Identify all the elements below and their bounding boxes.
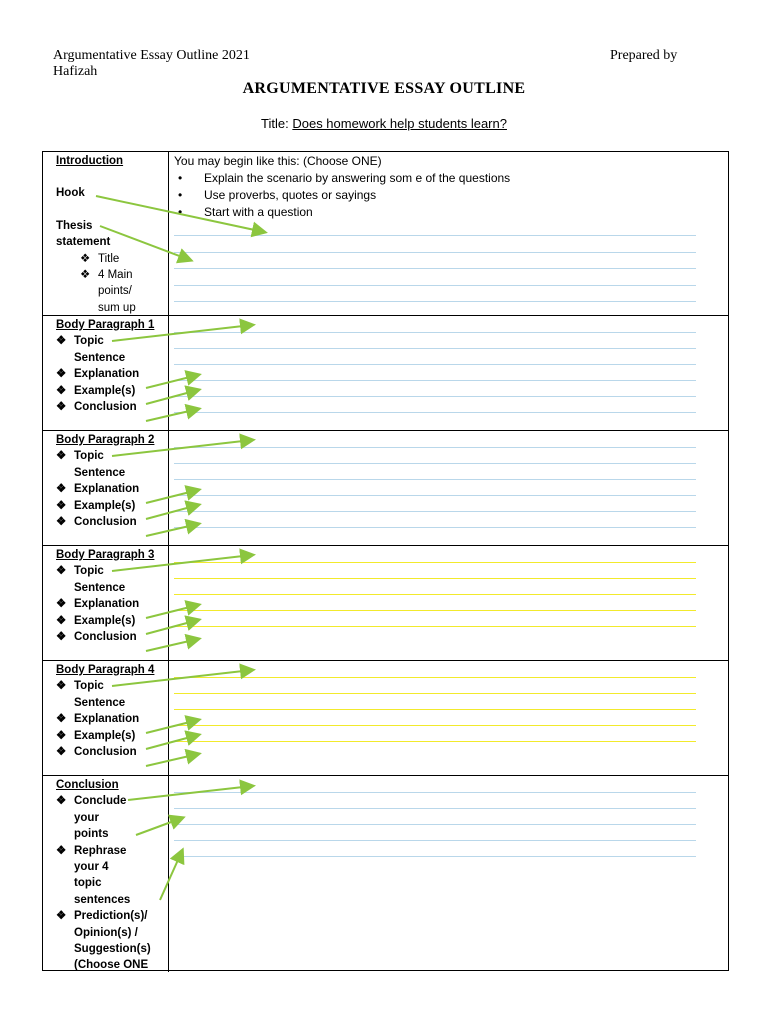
writing-line (174, 856, 696, 857)
writing-line (174, 348, 696, 349)
body-item: ❖ Conclusion (56, 516, 137, 529)
writing-line (174, 610, 696, 611)
writing-line (174, 364, 696, 365)
writing-line (174, 332, 696, 333)
conclusion-heading: Conclusion (56, 779, 119, 791)
writing-line (174, 235, 696, 236)
intro-bullet: ❖ Title (80, 252, 120, 265)
body-paragraph-2-row (43, 431, 728, 546)
body-item: ❖ Explanation (56, 598, 140, 611)
writing-line (174, 840, 696, 841)
writing-line (174, 412, 696, 413)
body-item: ❖ Example(s) (56, 384, 136, 397)
intro-bullet: ❖ 4 Main points/ sum up (80, 269, 136, 314)
intro-option: • Start with a question (178, 205, 313, 219)
hook-label: Hook (56, 187, 85, 200)
writing-line (174, 693, 696, 694)
writing-line (174, 792, 696, 793)
body-item: ❖ Explanation (56, 713, 140, 726)
body-paragraph-4-row (43, 661, 728, 776)
intro-option: • Explain the scenario by answering som e of the questions (178, 171, 511, 185)
writing-line (174, 495, 696, 496)
conclusion-item: ❖ Conclude your points (56, 795, 127, 841)
writing-line (174, 578, 696, 579)
introduction-heading: Introduction (56, 155, 124, 167)
writing-line (174, 380, 696, 381)
body-item: ❖ Example(s) (56, 499, 136, 512)
intro-prompt: You may begin like this: (Choose ONE) (174, 154, 382, 168)
header-left: Argumentative Essay Outline 2021 (53, 48, 250, 63)
writing-line (174, 527, 696, 528)
writing-line (174, 709, 696, 710)
introduction-row (43, 152, 728, 316)
writing-line (174, 725, 696, 726)
body-item: ❖ Topic Sentence (56, 565, 126, 594)
writing-line (174, 447, 696, 448)
body-item: ❖ Example(s) (56, 729, 136, 742)
body-paragraph-heading: Body Paragraph 4 (56, 664, 155, 676)
introduction-content (174, 153, 720, 221)
writing-line (174, 511, 696, 512)
writing-line (174, 396, 696, 397)
writing-line (174, 594, 696, 595)
essay-title-line (0, 116, 768, 131)
body-item: ❖ Topic Sentence (56, 450, 126, 479)
conclusion-row (43, 776, 728, 972)
body-item: ❖ Topic Sentence (56, 680, 126, 709)
writing-line (174, 741, 696, 742)
intro-option: • Use proverbs, quotes or sayings (178, 188, 377, 202)
writing-line (174, 562, 696, 563)
body-paragraph-heading: Body Paragraph 1 (56, 319, 155, 331)
writing-line (174, 626, 696, 627)
essay-title: Does homework help students learn? (292, 116, 507, 131)
writing-line (174, 479, 696, 480)
body-item: ❖ Explanation (56, 483, 140, 496)
writing-line (174, 463, 696, 464)
writing-line (174, 285, 696, 286)
conclusion-item: ❖ Prediction(s)/ Opinion(s) / Suggestion(s) (Choose ONE (56, 910, 151, 972)
body-item: ❖ Conclusion (56, 401, 137, 414)
document-title: ARGUMENTATIVE ESSAY OUTLINE (242, 80, 526, 97)
introduction-labels (56, 153, 166, 316)
thesis-label: Thesis statement (56, 219, 111, 249)
writing-line (174, 268, 696, 269)
body-paragraph-heading: Body Paragraph 3 (56, 549, 155, 561)
header-author: Hafizah (53, 64, 98, 79)
body-paragraph-1-row (43, 316, 728, 431)
writing-line (174, 677, 696, 678)
body-item: ❖ Conclusion (56, 746, 137, 759)
essay-title-label: Title: (261, 116, 293, 131)
body-paragraph-3-row (43, 546, 728, 661)
header-right: Prepared by (610, 48, 678, 63)
writing-line (174, 301, 696, 302)
body-paragraph-heading: Body Paragraph 2 (56, 434, 155, 446)
outline-table (42, 151, 729, 971)
writing-line (174, 824, 696, 825)
conclusion-item: ❖ Rephrase your 4 topic sentences (56, 844, 131, 906)
body-item: ❖ Conclusion (56, 631, 137, 644)
body-item: ❖ Example(s) (56, 614, 136, 627)
writing-line (174, 252, 696, 253)
body-item: ❖ Explanation (56, 368, 140, 381)
body-item: ❖ Topic Sentence (56, 335, 126, 364)
writing-line (174, 808, 696, 809)
